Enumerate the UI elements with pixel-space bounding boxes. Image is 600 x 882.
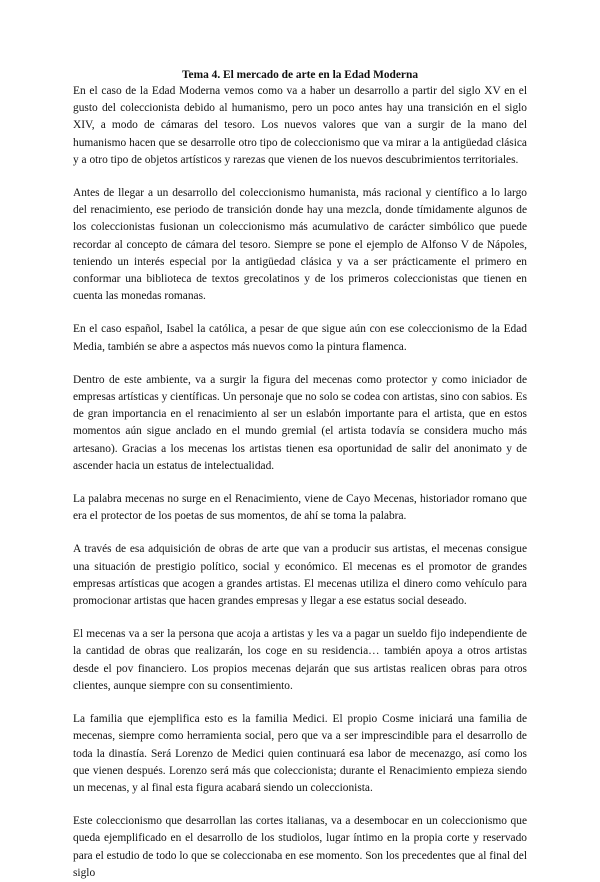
paragraph-7: El mecenas va a ser la persona que acoja a artistas y les va a pagar un sueldo fijo independiente de la cantidad de obras que realizarán, los coge en su residencia… también apoya a otros artistas desde el pov financiero. Los propios mecenas dejarán que sus artistas realicen obras para otros clientes, aunque siempre con su consentimiento. <box>73 628 527 692</box>
paragraph-9: Este coleccionismo que desarrollan las cortes italianas, va a desembocar en un coleccionismo que queda ejemplificado en el desarrollo de los studiolos, lugar íntimo en la propia corte y reservado para el estudio de todo lo que se coleccionaba en ese momento. Son los precedentes que al final del siglo <box>73 815 527 879</box>
paragraph-3: En el caso español, Isabel la católica, a pesar de que sigue aún con ese coleccionismo de la Edad Media, también se abre a aspectos más nuevos como la pintura flamenca. <box>73 323 527 353</box>
paragraph-2: Antes de llegar a un desarrollo del coleccionismo humanista, más racional y científico a lo largo del renacimiento, ese periodo de transición donde hay una mezcla, donde tímidamente algunos de los coleccionistas fusionan un coleccionismo más acumulativo de carácter simbólico que puede recordar al concepto de cámara del tesoro. Siempre se pone el ejemplo de Alfonso V de Nápoles, teniendo un interés especial por la antigüedad clásica y va a ser prácticamente el primero en conformar una biblioteca de textos grecolatinos y de los primeros coleccionistas que tienen en cuenta las monedas romanas. <box>73 187 527 303</box>
document-page <box>73 68 527 879</box>
paragraph-6: A través de esa adquisición de obras de arte que van a producir sus artistas, el mecenas consigue una situación de prestigio político, social y económico. El mecenas es el promotor de grandes empresas artísticas que acogen a grandes artistas. El mecenas utiliza el dinero como vehículo para promocionar artistas que hacen grandes empresas y llegar a ese estatus social deseado. <box>73 543 527 608</box>
paragraph-1: En el caso de la Edad Moderna vemos como va a haber un desarrollo a partir del siglo XV en el gusto del coleccionista debido al humanismo, pero un poco antes hay una transición en el siglo XIV, a modo de cámaras del tesoro. Los nuevos valores que van a surgir de la mano del humanismo hacen que se desarrolle otro tipo de coleccionismo que va mirar a la antigüedad clásica y a otro tipo de objetos artísticos y rarezas que vienen de los nuevos descubrimientos territoriales. <box>73 85 527 166</box>
paragraph-8: La familia que ejemplifica esto es la familia Medici. El propio Cosme iniciará una familia de mecenas, siempre como herramienta social, pero que va a ser imprescindible para el desarrollo de toda la dinastía. Será Lorenzo de Medici quien continuará esa labor de mecenazgo, así como los que vienen después. Lorenzo será más que coleccionista; durante el Renacimiento empieza siendo un mecenas, y al final esta figura acabará siendo un coleccionista. <box>73 713 527 794</box>
paragraph-5: La palabra mecenas no surge en el Renacimiento, viene de Cayo Mecenas, historiador romano que era el protector de los poetas de sus momentos, de ahí se toma la palabra. <box>73 493 527 523</box>
paragraph-4: Dentro de este ambiente, va a surgir la figura del mecenas como protector y como iniciador de empresas artísticas y científicas. Un personaje que no solo se codea con artistas, sino con sabios. Es de gran importancia en el renacimiento al ser un eslabón importante para el artista, que en estos momentos aún sigue anclado en el mundo gremial (el artista todavía se considera mucho más artesano). Gracias a los mecenas los artistas tienen esa oportunidad de salir del anonimato y de ascender hacia un estatus de intelectualidad. <box>73 373 527 472</box>
page-title: Tema 4. El mercado de arte en la Edad Moderna <box>181 69 419 81</box>
